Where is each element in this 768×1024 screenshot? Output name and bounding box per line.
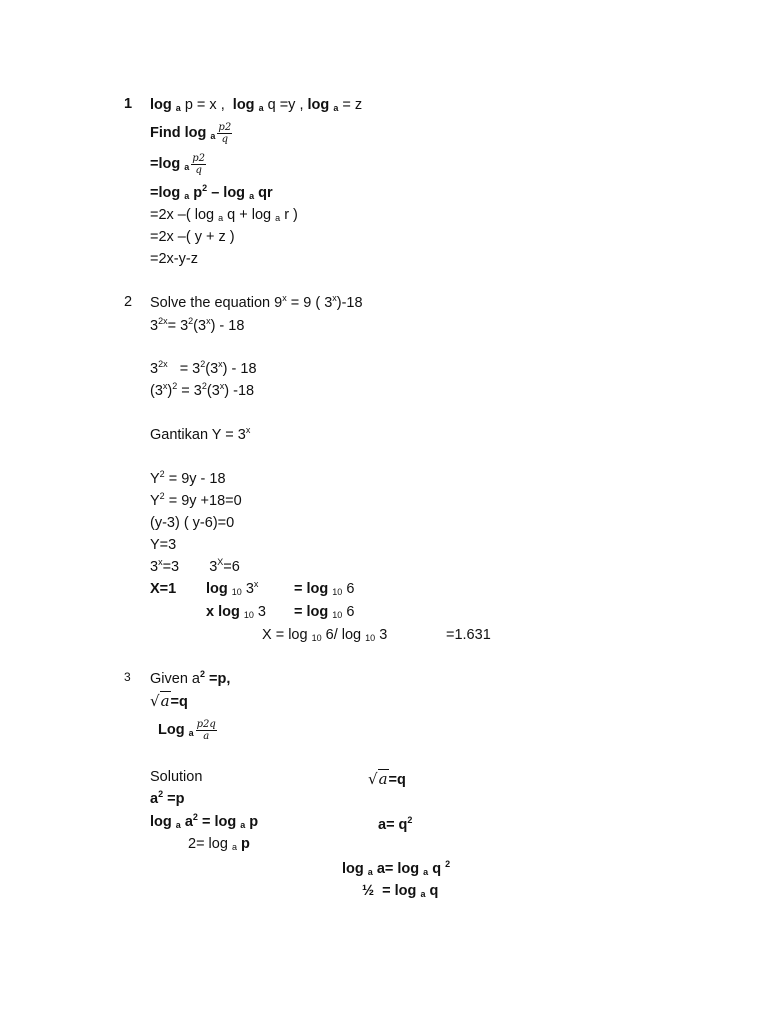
q2-y-line-2: $Y^2 = 9y +18=0$ <box>150 491 242 509</box>
q3-solution-line-2: $a^2 =p$ <box>150 789 185 807</box>
q2-x-solution: X = log $_{10}$ 6/ log $_{10}$ 3 <box>262 627 388 643</box>
q3-root-right: √a=q <box>368 770 406 788</box>
q2-log10-line: log $_{10}$ 3$^x$ <box>206 579 259 597</box>
question-2-number: 2 <box>124 294 133 310</box>
q3-right-a-equals: $a= q^2$ <box>378 815 413 833</box>
q1-find: Find log $_a$ $\frac{p2}{q}$ <box>150 121 232 145</box>
q3-solution-line-4: 2= log $_a$ p <box>188 836 250 852</box>
q2-roots: $3^x=3$ $3^X=6$ <box>150 557 240 575</box>
q3-find: Log $_a$ $\frac{p2q}{a}$ <box>158 718 216 742</box>
q2-y-value: Y=3 <box>150 537 177 553</box>
q2-xlog-rhs: = log $_{10}$ 6 <box>294 604 355 620</box>
q2-result: =1.631 <box>446 627 491 643</box>
q3-given: Given $a^2 =p$, <box>150 669 231 687</box>
q2-x-equals-1: X=1 <box>150 581 177 597</box>
q3-root-given: √a=q <box>150 692 188 710</box>
q3-solution-line-3: log $_a$ $a^2 = \log _a$ p <box>150 812 259 830</box>
q2-line-3: $3^{2x}$ = $3^2(3^x) - 18$ <box>150 359 257 377</box>
q2-line-2: $3^{2x}= 3^2(3^x) - 18$ <box>150 316 245 334</box>
q3-right-log-line: log $_a$ a= log $_a$ q $^2$ <box>342 859 451 877</box>
q2-title: Solve the equation 9$^x$ = 9 ( 3$^x$)-18 <box>150 293 363 311</box>
q2-line-4: $(3^x)^2 = 3^2(3^x)$ -18 <box>150 381 255 399</box>
q2-y-line-1: $Y^2 = 9y - 18$ <box>150 469 226 487</box>
q1-line-7: =2x-y-z <box>150 251 198 267</box>
question-3-number: 3 <box>124 670 131 684</box>
q2-xlog-line: x log $_{10}$ 3 <box>206 604 266 620</box>
q1-line-3: =log $_a$ $\frac{p2}{q}$ <box>150 152 206 176</box>
q1-given: log $_a$ p = x , log $_a$ q =y , log $_a$ = z <box>150 97 363 113</box>
q1-line-4: =log $_a$ $p^2$ – log $_a$ qr <box>150 183 273 201</box>
q3-solution-label: Solution <box>150 769 203 785</box>
q2-factor: (y-3) ( y-6)=0 <box>150 515 235 531</box>
q2-log10-rhs: = log $_{10}$ 6 <box>294 581 355 597</box>
q2-substitute: Gantikan $Y = 3^x$ <box>150 425 251 443</box>
q1-line-5: =2x –( log $_a$ q + log $_a$ r ) <box>150 207 298 223</box>
q1-line-6: =2x –( y + z ) <box>150 229 235 245</box>
q3-right-half-line: ½ = log $_a$ q <box>362 883 439 899</box>
question-1-number: 1 <box>124 96 133 112</box>
